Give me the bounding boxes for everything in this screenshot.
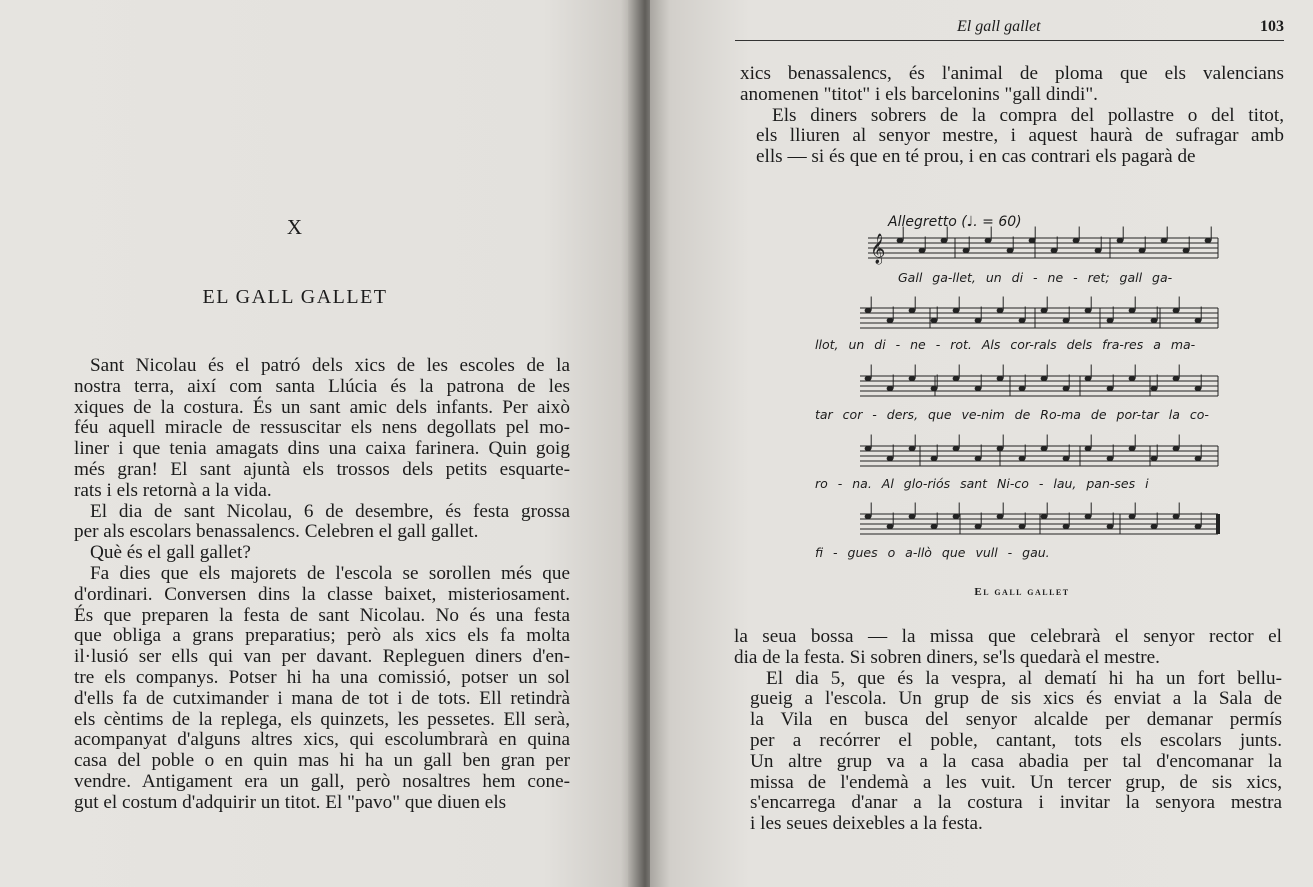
text-line: ells — si és que en té prou, i en cas contrari els pagarà de <box>756 146 1196 168</box>
note-head <box>909 514 916 519</box>
note-head <box>1139 248 1146 253</box>
chapter-title: EL GALL GALLET <box>202 286 388 308</box>
note-head <box>997 514 1004 519</box>
text-line: s'encarrega d'anar a la costura i invitar la senyora mestra <box>750 792 1282 814</box>
note-head <box>909 376 916 381</box>
paragraph <box>734 627 1282 669</box>
text-line: El dia 5, que és la vespra, al dematí hi ha un fort bellu- <box>766 667 1282 689</box>
note-head <box>1173 376 1180 381</box>
note-head <box>865 446 872 451</box>
note-head <box>1151 386 1158 391</box>
music-score <box>815 210 1225 580</box>
note-head <box>963 248 970 253</box>
text-line: Fa dies que els majorets de l'escola se sorollen més que <box>90 562 570 584</box>
text-line: xics benassalencs, és l'animal de ploma que els valencians <box>740 63 1284 84</box>
note-head <box>1117 238 1124 243</box>
chapter-number: X <box>286 215 304 239</box>
text-line: vendre. Antigament era un gall, però nosaltres hem cone- <box>74 770 570 792</box>
note-head <box>953 514 960 519</box>
note-head <box>975 386 982 391</box>
note-head <box>1085 308 1092 313</box>
text-line: Sant Nicolau és el patró dels xics de les escoles de la <box>90 355 570 376</box>
note-head <box>909 308 916 313</box>
note-head <box>975 318 982 323</box>
text-line: d'ordinari. Conversen dins la classe baixet, misteriosament. <box>74 583 570 605</box>
text-line: i les seues deixebles a la festa. <box>750 813 983 835</box>
note-head <box>1173 446 1180 451</box>
note-head <box>1063 386 1070 391</box>
text-line: els cèntims de la replega, els quinzets, les pessetes. Ell serà, <box>74 708 570 730</box>
text-line: casa del poble o en quin mas hi ha un gall ben gran per <box>74 750 570 772</box>
text-line: il·lusió ser ells qui van per davant. Repleguen diners d'en- <box>74 646 570 668</box>
text-line: tre els companys. Potser hi ha una comissió, potser un sol <box>74 666 570 688</box>
note-head <box>1041 308 1048 313</box>
note-head <box>1151 524 1158 529</box>
text-line: anomenen "titot" i els barcelonins "gall dindi". <box>740 83 1098 105</box>
treble-clef: 𝄞 <box>870 234 886 264</box>
text-line: per a recórrer el poble, cantant, tots els escolars junts. <box>750 729 1282 751</box>
note-head <box>1095 248 1102 253</box>
note-head <box>997 376 1004 381</box>
note-head <box>1041 514 1048 519</box>
note-head <box>919 248 926 253</box>
text-line: rats i els retornà a la vida. <box>74 479 272 501</box>
note-head <box>1195 318 1202 323</box>
lyric-line-3: tar cor - ders, que ve-nim de Ro-ma de por-tar la co- <box>815 407 1209 422</box>
note-head <box>1205 238 1212 243</box>
note-head <box>1107 456 1114 461</box>
note-head <box>887 386 894 391</box>
page-number: 103 <box>1260 18 1284 35</box>
note-head <box>887 318 894 323</box>
text-line: És que preparen la festa de sant Nicolau. No és una festa <box>74 604 570 626</box>
note-head <box>1019 386 1026 391</box>
note-head <box>1041 446 1048 451</box>
note-head <box>985 238 992 243</box>
text-line: la Vila en busca del senyor alcalde per demanar permís <box>750 709 1282 731</box>
text-line: dia de la festa. Si sobren diners, se'ls quedarà el mestre. <box>734 646 1160 668</box>
paragraph <box>58 564 570 814</box>
text-line: els lliuren al senyor mestre, i aquest haurà de sufragar amb <box>756 125 1284 147</box>
note-head <box>997 446 1004 451</box>
note-head <box>887 456 894 461</box>
text-line: més gran! El sant ajuntà els trossos dels petits esquarte- <box>74 458 570 480</box>
note-head <box>1183 248 1190 253</box>
note-head <box>975 524 982 529</box>
text-line: liner i que tenia amagats dins una caixa farinera. Quin goig <box>74 438 570 460</box>
note-head <box>1161 238 1168 243</box>
left-body-text <box>58 356 570 814</box>
note-head <box>865 376 872 381</box>
text-line: nostra terra, així com santa Llúcia és la patrona de les <box>74 375 570 397</box>
running-title: El gall gallet <box>957 18 1041 35</box>
text-line: gut el costum d'adquirir un titot. El "pavo" que diuen els <box>74 791 507 813</box>
note-head <box>1029 238 1036 243</box>
text-line: Un altre grup va a la casa abadia per tal d'encomanar la <box>750 750 1282 772</box>
note-head <box>1107 386 1114 391</box>
note-head <box>1129 376 1136 381</box>
note-head <box>1085 376 1092 381</box>
note-head <box>1107 524 1114 529</box>
right-top-text <box>740 64 1284 168</box>
note-head <box>865 514 872 519</box>
text-line: Què és el gall gallet? <box>90 542 251 564</box>
paragraph <box>734 669 1282 835</box>
note-head <box>1151 456 1158 461</box>
note-head <box>1019 456 1026 461</box>
text-line: que obliga a grans preparatius; però als xics els fa molta <box>74 625 570 647</box>
left-page <box>0 0 640 887</box>
note-head <box>1195 524 1202 529</box>
note-head <box>997 308 1004 313</box>
note-head <box>1085 446 1092 451</box>
lyric-line-1: Gall ga-llet, un di - ne - ret; gall ga- <box>898 270 1173 285</box>
note-head <box>1019 524 1026 529</box>
note-head <box>931 386 938 391</box>
text-line: acompanyat d'alguns altres xics, qui escolumbrarà en quina <box>74 729 570 751</box>
text-line: per als escolars benassalencs. Celebren el gall gallet. <box>74 521 479 543</box>
note-head <box>931 318 938 323</box>
text-line: la seua bossa — la missa que celebrarà el senyor rector el <box>734 626 1282 647</box>
text-line: El dia de sant Nicolau, 6 de desembre, és festa grossa <box>90 500 570 522</box>
note-head <box>1129 446 1136 451</box>
paragraph <box>58 543 570 564</box>
paragraph <box>58 356 570 502</box>
tempo-marking: Allegretto (♩. = 60) <box>888 214 1022 230</box>
note-head <box>909 446 916 451</box>
lyric-line-2: llot, un di - ne - rot. Als cor-rals dels fra-res a ma- <box>815 337 1196 352</box>
right-bottom-text <box>734 627 1282 835</box>
note-head <box>1173 514 1180 519</box>
note-head <box>1085 514 1092 519</box>
note-head <box>953 376 960 381</box>
paragraph <box>740 106 1284 168</box>
note-head <box>865 308 872 313</box>
note-head <box>1063 524 1070 529</box>
text-line: gueig a l'escola. Un grup de sis xics és enviat a la Sala de <box>750 688 1282 710</box>
note-head <box>1051 248 1058 253</box>
note-head <box>1041 376 1048 381</box>
text-line: missa de l'endemà a les vuit. Un tercer grup, de sis xics, <box>750 771 1282 793</box>
note-head <box>1063 456 1070 461</box>
note-head <box>1151 318 1158 323</box>
running-head <box>735 18 1284 41</box>
note-head <box>1129 514 1136 519</box>
text-line: d'ells fa de cutximander i mana de tot i de tots. Ell retindrà <box>74 687 570 709</box>
lyric-line-4: ro - na. Al glo-riós sant Ni-co - lau, pan-ses i <box>815 476 1149 491</box>
note-head <box>1007 248 1014 253</box>
note-head <box>953 446 960 451</box>
note-head <box>931 524 938 529</box>
note-head <box>953 308 960 313</box>
paragraph <box>58 502 570 544</box>
paragraph <box>740 64 1284 106</box>
text-line: xiques de la costura. És un sant amic dels infants. Per això <box>74 396 570 418</box>
note-head <box>1107 318 1114 323</box>
note-head <box>1073 238 1080 243</box>
music-caption: El gall gallet <box>974 586 1070 598</box>
text-line: féu aquell miracle de ressuscitar els nens degollats pel mo- <box>74 417 570 439</box>
note-head <box>1063 318 1070 323</box>
staff-notation <box>860 210 1225 580</box>
note-head <box>897 238 904 243</box>
note-head <box>941 238 948 243</box>
note-head <box>1129 308 1136 313</box>
note-head <box>1195 386 1202 391</box>
text-line: Els diners sobrers de la compra del pollastre o del titot, <box>772 104 1284 126</box>
note-head <box>1173 308 1180 313</box>
note-head <box>887 524 894 529</box>
note-head <box>975 456 982 461</box>
note-head <box>1019 318 1026 323</box>
note-head <box>931 456 938 461</box>
lyric-line-5: fi - gues o a-llò que vull - gau. <box>815 545 1050 560</box>
note-head <box>1195 456 1202 461</box>
